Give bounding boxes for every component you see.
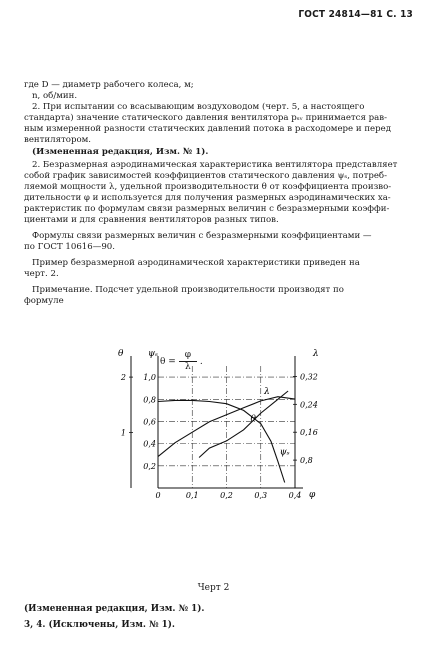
theta-axis-symbol: θ: [118, 349, 124, 359]
text-line: вентилятором.: [24, 135, 92, 145]
text-line: циентами и для сравнения вентиляторов разных типов.: [24, 215, 279, 225]
figure-caption: Черт 2: [197, 583, 230, 593]
text-line: Пример безразмерной аэродинамической характеристики приведен на: [32, 258, 360, 268]
phi-tick-label: 0,2: [220, 491, 233, 500]
text-line: Формулы связи размерных величин с безразмерными коэффициентами —: [32, 231, 372, 241]
text-line: n, об/мин.: [32, 91, 78, 101]
amendment-note: (Измененная редакция, Изм. № 1).: [32, 147, 209, 157]
lambda-axis-symbol: λ: [313, 349, 319, 359]
formula-tail: .: [199, 357, 203, 367]
page-header: ГОСТ 24814—81 С. 13: [298, 9, 413, 20]
theta-tick-label: 2: [120, 373, 126, 383]
theta-curve: [199, 391, 288, 458]
lambda-tick-label: 0,32: [300, 372, 318, 382]
text-line: дительности φ и используется для получения размерных аэродинамических ха-: [24, 193, 391, 203]
lambda-curve-label: λ: [264, 386, 270, 397]
theta-tick-label: 1: [120, 428, 126, 438]
text-line: формуле: [24, 296, 64, 306]
text-line: 2. При испытании со всасывающим воздуховодом (черт. 5, а настоящего: [32, 102, 365, 112]
text-line: ляемой мощности λ, удельной производительности θ от коэффициента произво-: [24, 182, 392, 192]
theta-curve-label: θ: [250, 414, 256, 425]
text-line: 2. Безразмерная аэродинамическая характеристика вентилятора представляет: [32, 160, 398, 170]
text-line: стандарта) значение статического давления вентилятора pₛᵥ принимается рав-: [24, 113, 388, 123]
formula-lhs: θ =: [160, 357, 179, 367]
text-line: по ГОСТ 10616—90.: [24, 242, 116, 252]
psi-tick-label: 0,8: [143, 395, 156, 405]
phi-axis-symbol: φ: [309, 490, 316, 500]
psi-curve-label: ψₛ: [279, 447, 290, 458]
psi-tick-label: 0,2: [143, 461, 156, 471]
amendment-note: (Измененная редакция, Изм. № 1).: [24, 604, 205, 614]
psi-tick-label: 0,4: [143, 439, 156, 449]
text-line: ным измеренной разности статических давлений потока в расходомере и перед: [24, 124, 392, 134]
note-line: Примечание. Подсчет удельной производительности производят по: [32, 285, 344, 295]
formula-numerator: φ: [179, 350, 197, 362]
lambda-tick-label: 0,24: [300, 400, 318, 410]
phi-tick-label: 0,4: [288, 491, 302, 500]
phi-tick-label: 0,3: [254, 491, 268, 500]
psi-tick-label: 0,6: [143, 417, 156, 427]
phi-tick-label: 0: [155, 491, 161, 500]
text-line: черт. 2.: [24, 269, 59, 279]
formula-denominator: λ: [184, 362, 191, 372]
text-line: рактеристик по формулам связи размерных величин с безразмерными коэффи-: [24, 204, 390, 214]
text-line: собой график зависимостей коэффициентов статического давления ψₛ, потреб-: [24, 171, 388, 181]
text-line: где D — диаметр рабочего колеса, м;: [24, 80, 194, 90]
psi-tick-label: 1,0: [143, 373, 156, 383]
exclusion-note: 3, 4. (Исключены, Изм. № 1).: [24, 620, 175, 630]
lambda-tick-label: 0,16: [300, 428, 318, 438]
lambda-tick-label: 0,8: [300, 456, 313, 466]
psi-axis-symbol: ψₛ: [148, 349, 159, 359]
phi-tick-label: 0,1: [185, 491, 199, 500]
